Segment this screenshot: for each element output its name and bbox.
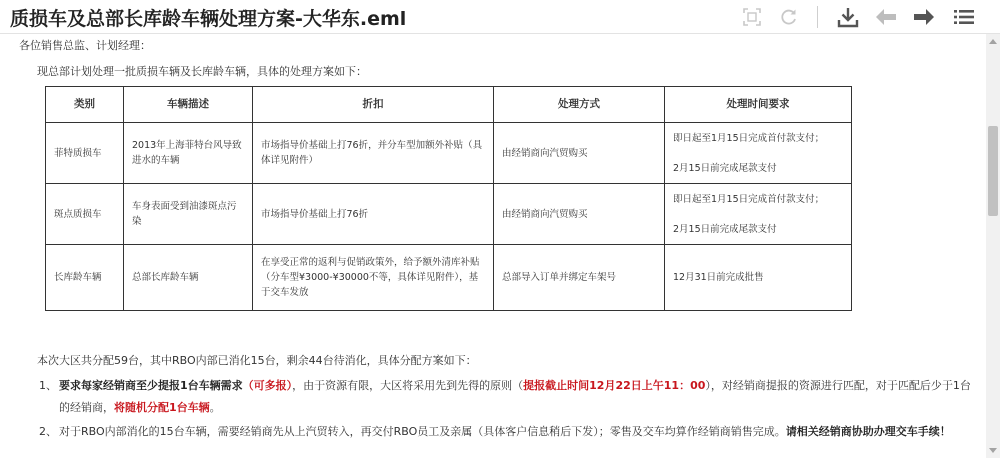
email-intro: 现总部计划处理一批质损车辆及长库龄车辆，具体的处理方案如下： [37, 65, 367, 78]
table-cell: 总部导入订单并绑定车架号 [494, 245, 665, 311]
body-text: 对于RBO内部消化的15台车辆，需要经销商先从上汽贸转入，再交付RBO员工及亲属（具体客户信息稍后下发）；零售及交车均算作经销商销售完成。 [59, 425, 786, 438]
table-cell: 由经销商向汽贸购买 [494, 123, 665, 184]
back-arrow-icon[interactable] [874, 5, 898, 29]
table-cell [665, 123, 852, 184]
table-header: 处理方式 [494, 87, 665, 123]
document-title: 质损车及总部长库龄车辆处理方案-大华东.eml [10, 8, 407, 30]
menu-icon[interactable] [952, 5, 976, 29]
table-row [46, 245, 852, 311]
table-row [46, 123, 852, 184]
list-item-number: 2、 [39, 425, 57, 438]
time-requirement-line: 2月15日前完成尾款支付 [673, 162, 777, 174]
scroll-down-icon[interactable] [986, 444, 1000, 458]
table-header: 车辆描述 [124, 87, 253, 123]
table-cell: 菲特质损车 [46, 123, 124, 184]
body-text: 。 [209, 401, 221, 414]
emphasis-text: 要求每家经销商至少提报1台车辆需求 [59, 379, 243, 392]
table-header: 折扣 [253, 87, 494, 123]
time-requirement-line: 2月15日前完成尾款支付 [673, 223, 777, 235]
table-cell: 斑点质损车 [46, 184, 124, 245]
table-cell: 市场指导价基础上打76折，并分车型加额外补贴（具体详见附件） [253, 123, 494, 184]
list-item-text [59, 375, 979, 419]
toolbar-separator [817, 6, 818, 28]
list-item-text [59, 421, 979, 443]
table-header: 处理时间要求 [665, 87, 852, 123]
scrollbar-thumb[interactable] [988, 126, 998, 216]
table-row [46, 184, 852, 245]
list-item-number: 1、 [39, 379, 57, 392]
table-cell: 12月31日前完成批售 [665, 245, 852, 311]
time-requirement-line: 即日起至1月15日完成首付款支付； [673, 193, 825, 205]
table-cell: 长库龄车辆 [46, 245, 124, 311]
highlight-text: 将随机分配1台车辆 [114, 401, 210, 414]
vertical-scrollbar[interactable] [986, 34, 1000, 458]
fit-screen-icon[interactable] [740, 5, 764, 29]
email-greeting: 各位销售总监、计划经理： [19, 39, 151, 52]
rotate-icon[interactable] [777, 5, 801, 29]
body-text: ，由于资源有限，大区将采用先到先得的原则（ [292, 379, 524, 392]
table-cell: 2013年上海菲特台风导致进水的车辆 [124, 123, 253, 184]
title-bar [0, 0, 1000, 34]
scroll-up-icon[interactable] [986, 34, 1000, 48]
emphasis-text: 请相关经销商协助办理交车手续！ [785, 425, 951, 438]
table-cell: 由经销商向汽贸购买 [494, 184, 665, 245]
download-icon[interactable] [836, 5, 860, 29]
body-text: ），对经销商提报的资源进行匹配，对于匹配后少于1台的经销商， [59, 379, 971, 414]
table-cell: 市场指导价基础上打76折 [253, 184, 494, 245]
table-header: 类别 [46, 87, 124, 123]
highlight-text: （可多报） [242, 379, 293, 392]
time-requirement-line: 即日起至1月15日完成首付款支付； [673, 132, 825, 144]
table-cell [665, 184, 852, 245]
deadline-text: 提报截止时间12月22日上午11：00 [523, 379, 706, 392]
disposal-plan-table [45, 86, 852, 311]
table-cell: 在享受正常的返利与促销政策外，给予额外清库补贴（分车型¥3000-¥30000不等，具体详见附件），基于交车发放 [253, 245, 494, 311]
table-header-row [46, 87, 852, 123]
table-cell: 总部长库龄车辆 [124, 245, 253, 311]
forward-arrow-icon[interactable] [912, 5, 936, 29]
email-body [0, 34, 986, 458]
allocation-summary: 本次大区共分配59台，其中RBO内部已消化15台，剩余44台待消化，具体分配方案如下： [37, 354, 477, 367]
table-cell: 车身表面受到油漆斑点污染 [124, 184, 253, 245]
